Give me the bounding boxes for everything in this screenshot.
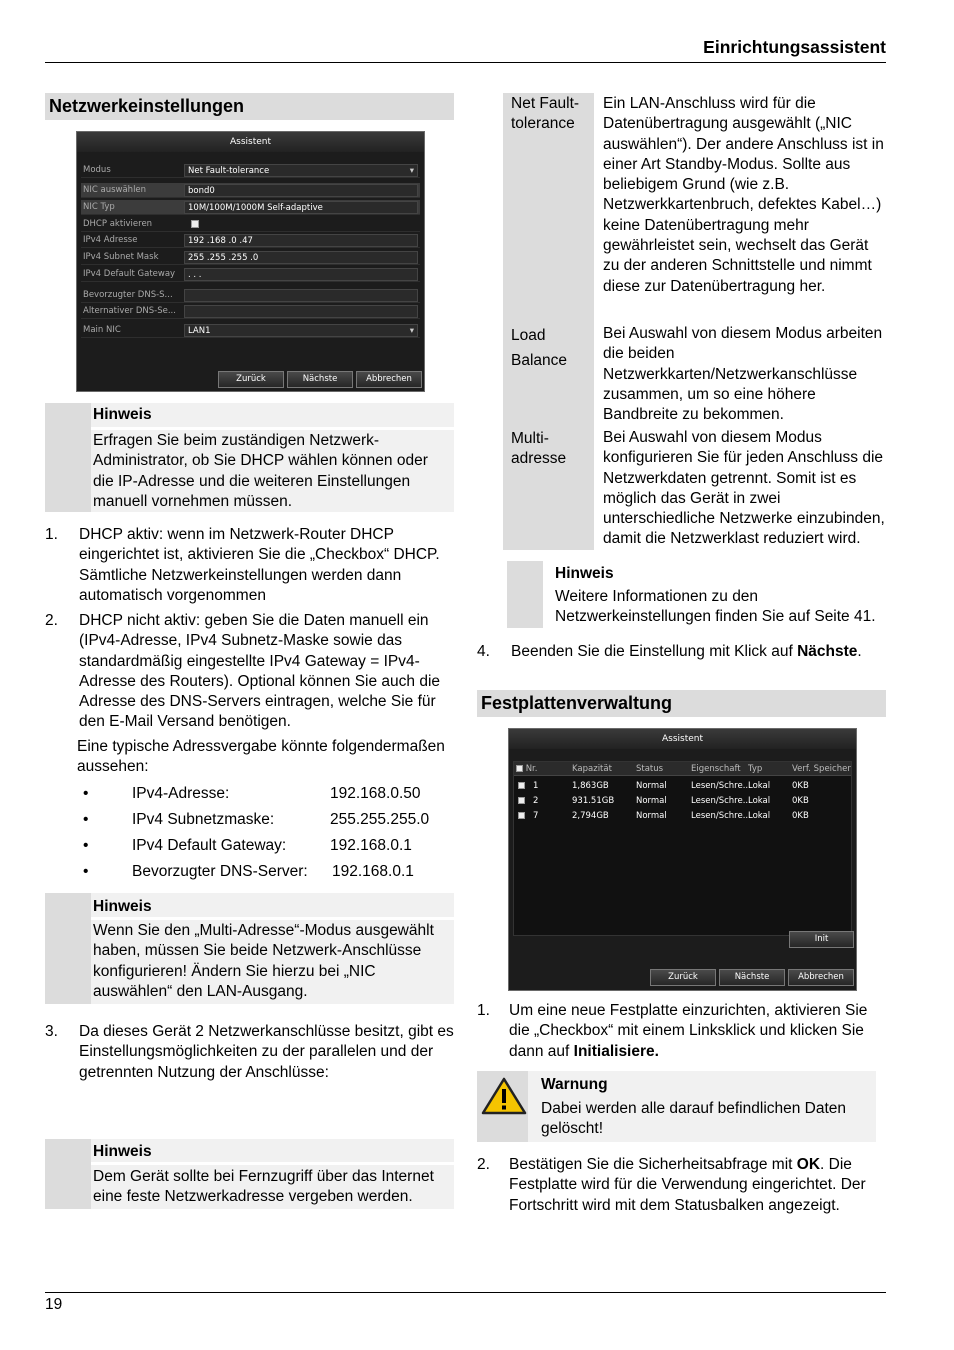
mode-row-multi-address <box>503 426 886 550</box>
list-number: 4. <box>477 643 490 660</box>
example-value: 192.168.0.50 <box>330 785 421 802</box>
dvr-row-ipv4[interactable] <box>81 233 420 248</box>
gateway-field[interactable]: . . . <box>184 268 418 281</box>
list-text-part: Beenden Sie die Einstellung mit Klick auf <box>511 643 798 660</box>
list-text-part: . <box>857 643 862 660</box>
cell-nr: 2 <box>533 796 539 806</box>
row-checkbox[interactable] <box>518 812 525 819</box>
dvr-label: IPv4 Adresse <box>83 235 138 245</box>
dvr-label: Alternativer DNS-Se... <box>83 306 176 316</box>
note-title: Hinweis <box>93 1143 152 1160</box>
col-header-type: Typ <box>748 764 763 774</box>
cancel-button[interactable]: Abbrechen <box>356 371 422 388</box>
example-row <box>45 862 455 888</box>
list-item-confirm <box>477 1155 887 1217</box>
list-text <box>509 1001 887 1062</box>
list-item-init-hdd <box>477 1001 887 1063</box>
subnet-mask-field[interactable]: 255 .255 .255 .0 <box>184 251 418 264</box>
next-button[interactable]: Nächste <box>287 371 353 388</box>
dhcp-checkbox[interactable] <box>191 220 199 228</box>
section-title-network: Netzwerkeinstellungen <box>45 93 454 120</box>
back-button[interactable]: Zurück <box>650 969 716 986</box>
note-text: Weitere Informationen zu den Netzwerkeinstellungen finden Sie auf Seite 41. <box>555 588 876 626</box>
note-text: Wenn Sie den „Multi-Adresse“-Modus ausgewählt haben, müssen Sie beide Netzwerk-Anschlüsse konfigurieren! Ändern Sie hierzu bei „NIC auswählen“ den LAN-Ausgang. <box>93 922 434 1000</box>
dvr-row-mode[interactable] <box>81 163 420 178</box>
note-text: Dem Gerät sollte bei Fernzugriff über das Internet eine feste Netzwerkadresse vergeben werden. <box>93 1168 434 1206</box>
col-header-free-space: Verf. Speicher <box>792 764 851 774</box>
note-text: Erfragen Sie beim zuständigen Netzwerk-Administrator, ob Sie DHCP wählen können oder die IP-Adresse und die weiteren Einstellungen manuell vornehmen müssen. <box>93 432 428 510</box>
list-text-bold: OK <box>796 1156 821 1173</box>
list-item-dhcp-active <box>45 525 455 607</box>
note-title: Hinweis <box>93 898 152 915</box>
cell-property: Lesen/Schre... <box>691 796 751 806</box>
list-number: 2. <box>477 1156 490 1173</box>
page-header-title: Einrichtungsassistent <box>703 37 886 57</box>
example-value: 192.168.0.1 <box>332 863 414 880</box>
cell-free-space: 0KB <box>792 811 809 821</box>
hdd-management-screenshot <box>508 728 857 991</box>
cell-type: Lokal <box>748 796 771 806</box>
dvr-row-main-nic[interactable] <box>81 323 420 338</box>
example-row <box>45 836 455 862</box>
warning-box <box>477 1071 876 1142</box>
warning-icon <box>480 1076 528 1116</box>
row-checkbox[interactable] <box>518 797 525 804</box>
list-text-bold: Nächste <box>797 643 858 660</box>
example-label: IPv4-Adresse: <box>132 785 230 802</box>
dvr-title: Assistent <box>77 132 424 152</box>
list-number: 1. <box>45 526 58 543</box>
note-separator <box>91 427 454 430</box>
hdd-table-header <box>514 762 851 776</box>
list-item-finish <box>477 642 887 664</box>
next-button[interactable]: Nächste <box>719 969 785 986</box>
dns-preferred-field[interactable] <box>184 289 418 302</box>
cell-type: Lokal <box>748 781 771 791</box>
dvr-label: NIC Typ <box>83 202 115 212</box>
note-gutter <box>45 893 91 1004</box>
dvr-label: DHCP aktivieren <box>83 219 153 229</box>
mode-description: Bei Auswahl von diesem Modus arbeiten die beiden Netzwerkkarten/Netzwerkanschlüsse zusammen, um so eine höhere Bandbreite zu bekommen. <box>603 325 883 424</box>
back-button[interactable]: Zurück <box>218 371 284 388</box>
note-gutter <box>507 561 543 628</box>
list-text <box>509 1155 887 1216</box>
cell-capacity: 2,794GB <box>572 811 609 821</box>
footer-rule <box>45 1292 886 1293</box>
dns-alternate-field[interactable] <box>184 305 418 318</box>
cell-nr: 1 <box>533 781 539 791</box>
list-text-part: . Die Festplatte wird für die Verwendung eingerichtet. Der Fortschritt wird mit dem Statusbalken angezeigt. <box>509 1156 866 1214</box>
dvr-label: Modus <box>83 165 111 175</box>
note-separator <box>91 1162 454 1165</box>
example-address-list <box>45 784 455 888</box>
section-title-hdd: Festplattenverwaltung <box>477 690 886 717</box>
dvr-row-dns-pref[interactable] <box>81 288 420 303</box>
bullet: • <box>83 863 89 880</box>
bullet: • <box>83 811 89 828</box>
main-nic-select[interactable]: LAN1 ▾ <box>184 324 418 337</box>
list-text: DHCP nicht aktiv: geben Sie die Daten manuell ein (IPv4-Adresse, IPv4 Subnetz-Maske sowie das standardmäßig eingestellte IPv4 Gateway = IPv4-Adresse des Routers). Optional können Sie auch die Adresse des DNS-Servers eintragen, welche Sie für den E-Mail Versand benötigen. <box>79 612 441 731</box>
dvr-label: IPv4 Default Gateway <box>83 269 176 279</box>
row-checkbox[interactable] <box>518 782 525 789</box>
list-text-part: Um eine neue Festplatte einzurichten, aktivieren Sie die „Checkbox“ mit einem Linksklick und klicken Sie dann auf <box>509 1002 868 1060</box>
dvr-row-gateway[interactable] <box>81 267 420 282</box>
note-separator <box>91 917 454 920</box>
dvr-row-dhcp[interactable] <box>81 217 420 232</box>
example-value: 192.168.0.1 <box>330 837 412 854</box>
col-header-nr <box>516 762 537 776</box>
nic-type-field[interactable]: 10M/100M/1000M Self-adaptive <box>184 201 418 214</box>
dvr-label: Main NIC <box>83 325 121 335</box>
page-number: 19 <box>45 1296 63 1313</box>
list-text <box>511 642 862 662</box>
note-box-multi-address <box>45 893 454 1004</box>
example-label: IPv4 Subnetzmaske: <box>132 811 275 828</box>
note-box-dhcp <box>45 403 454 512</box>
example-value: 255.255.255.0 <box>330 811 430 828</box>
list-number: 2. <box>45 612 58 629</box>
cell-status: Normal <box>636 796 667 806</box>
network-settings-screenshot <box>76 131 425 392</box>
table-row[interactable] <box>514 794 851 808</box>
table-row[interactable] <box>514 809 851 823</box>
cancel-button[interactable]: Abbrechen <box>788 969 854 986</box>
ipv4-address-field[interactable]: 192 .168 .0 .47 <box>184 234 418 247</box>
bullet: • <box>83 785 89 802</box>
cell-free-space: 0KB <box>792 796 809 806</box>
cell-type: Lokal <box>748 811 771 821</box>
list-item-dhcp-inactive <box>45 611 455 735</box>
dvr-row-nic-type[interactable] <box>81 200 420 215</box>
header-rule <box>45 62 886 63</box>
dvr-row-subnet[interactable] <box>81 250 420 265</box>
mode-select[interactable]: Net Fault-tolerance ▾ <box>184 164 418 177</box>
cell-property: Lesen/Schre... <box>691 811 751 821</box>
mode-row-load-balance <box>503 323 886 426</box>
mode-description: Bei Auswahl von diesem Modus konfigurieren Sie für jeden Anschluss die Netzwerkdaten getrennt. Somit ist es möglich das Gerät in zwei unterschiedliche Netzwerke einzubinden, damit die Netzwerklast reduziert wird. <box>603 429 885 548</box>
note-gutter <box>45 1139 91 1209</box>
note-box-remote-access <box>45 1139 454 1209</box>
example-row <box>45 784 455 810</box>
list-number: 3. <box>45 1023 58 1040</box>
example-label: IPv4 Default Gateway: <box>132 837 287 854</box>
note-box-more-info <box>507 561 888 628</box>
dvr-label: Bevorzugter DNS-S... <box>83 290 173 300</box>
list-number: 1. <box>477 1002 490 1019</box>
hdd-table <box>513 761 852 936</box>
list-text: DHCP aktiv: wenn im Netzwerk-Router DHCP eingerichtet ist, aktivieren Sie die „Checkbox“ DHCP. Sämtliche Netzwerkeinstellungen werden dann automatisch vorgenommen <box>79 526 440 604</box>
dvr-label: NIC auswählen <box>83 185 147 195</box>
warning-title: Warnung <box>541 1076 608 1093</box>
mode-name: Load Balance <box>503 323 594 426</box>
cell-status: Normal <box>636 781 667 791</box>
cell-property: Lesen/Schre... <box>691 781 751 791</box>
cell-capacity: 1,863GB <box>572 781 609 791</box>
col-header-status: Status <box>636 764 664 774</box>
list-text: Da dieses Gerät 2 Netzwerkanschlüsse besitzt, gibt es Einstellungsmöglichkeiten zu der parallelen und der getrennten Nutzung der Anschlüsse: <box>79 1023 454 1081</box>
mode-name: Multi-adresse <box>503 426 594 550</box>
note-title: Hinweis <box>555 565 614 582</box>
dvr-row-nic-select[interactable] <box>81 183 420 198</box>
bullet: • <box>83 837 89 854</box>
warning-gutter <box>477 1071 528 1142</box>
col-nr-label: Nr. <box>525 764 538 774</box>
example-row <box>45 810 455 836</box>
example-label: Bevorzugter DNS-Server: <box>132 863 308 880</box>
select-all-checkbox[interactable] <box>516 765 523 772</box>
table-row[interactable] <box>514 779 851 793</box>
cell-nr: 7 <box>533 811 539 821</box>
warning-text: Dabei werden alle darauf befindlichen Daten gelöscht! <box>541 1100 847 1138</box>
col-header-capacity: Kapazität <box>572 764 612 774</box>
nic-select-field[interactable]: bond0 <box>184 184 418 197</box>
cell-status: Normal <box>636 811 667 821</box>
mode-description: Ein LAN-Anschluss wird für die Datenübertragung ausgewählt („NIC auswählen“). Der andere Anschluss ist in einer Art Standby-Modus. Sollte aus beliebigem Grund (wie z.B. Netzwerkkartenbruch, defektes Kabel…) keine Datenübertragung mehr gewährleistet sein, wechselt das Gerät zu der anderen Schnittstelle und nimmt diese zur Datenübertragung her. <box>603 95 884 295</box>
dvr-label: IPv4 Subnet Mask <box>83 252 159 262</box>
init-button[interactable]: Init <box>789 931 854 948</box>
col-header-property: Eigenschaft <box>691 764 741 774</box>
list-item-two-ports <box>45 1022 455 1084</box>
cell-capacity: 931.51GB <box>572 796 615 806</box>
mode-name: Net Fault-tolerance <box>503 93 594 323</box>
example-intro: Eine typische Adressvergabe könnte folgendermaßen aussehen: <box>77 738 445 776</box>
mode-row-fault-tolerance <box>503 93 886 323</box>
list-text-bold: Initialisiere. <box>573 1042 659 1060</box>
dvr-row-dns-alt[interactable] <box>81 304 420 319</box>
note-title: Hinweis <box>93 406 152 423</box>
note-gutter <box>45 403 91 512</box>
dvr-title: Assistent <box>509 729 856 749</box>
cell-free-space: 0KB <box>792 781 809 791</box>
list-text-part: Bestätigen Sie die Sicherheitsabfrage mit <box>509 1156 797 1173</box>
